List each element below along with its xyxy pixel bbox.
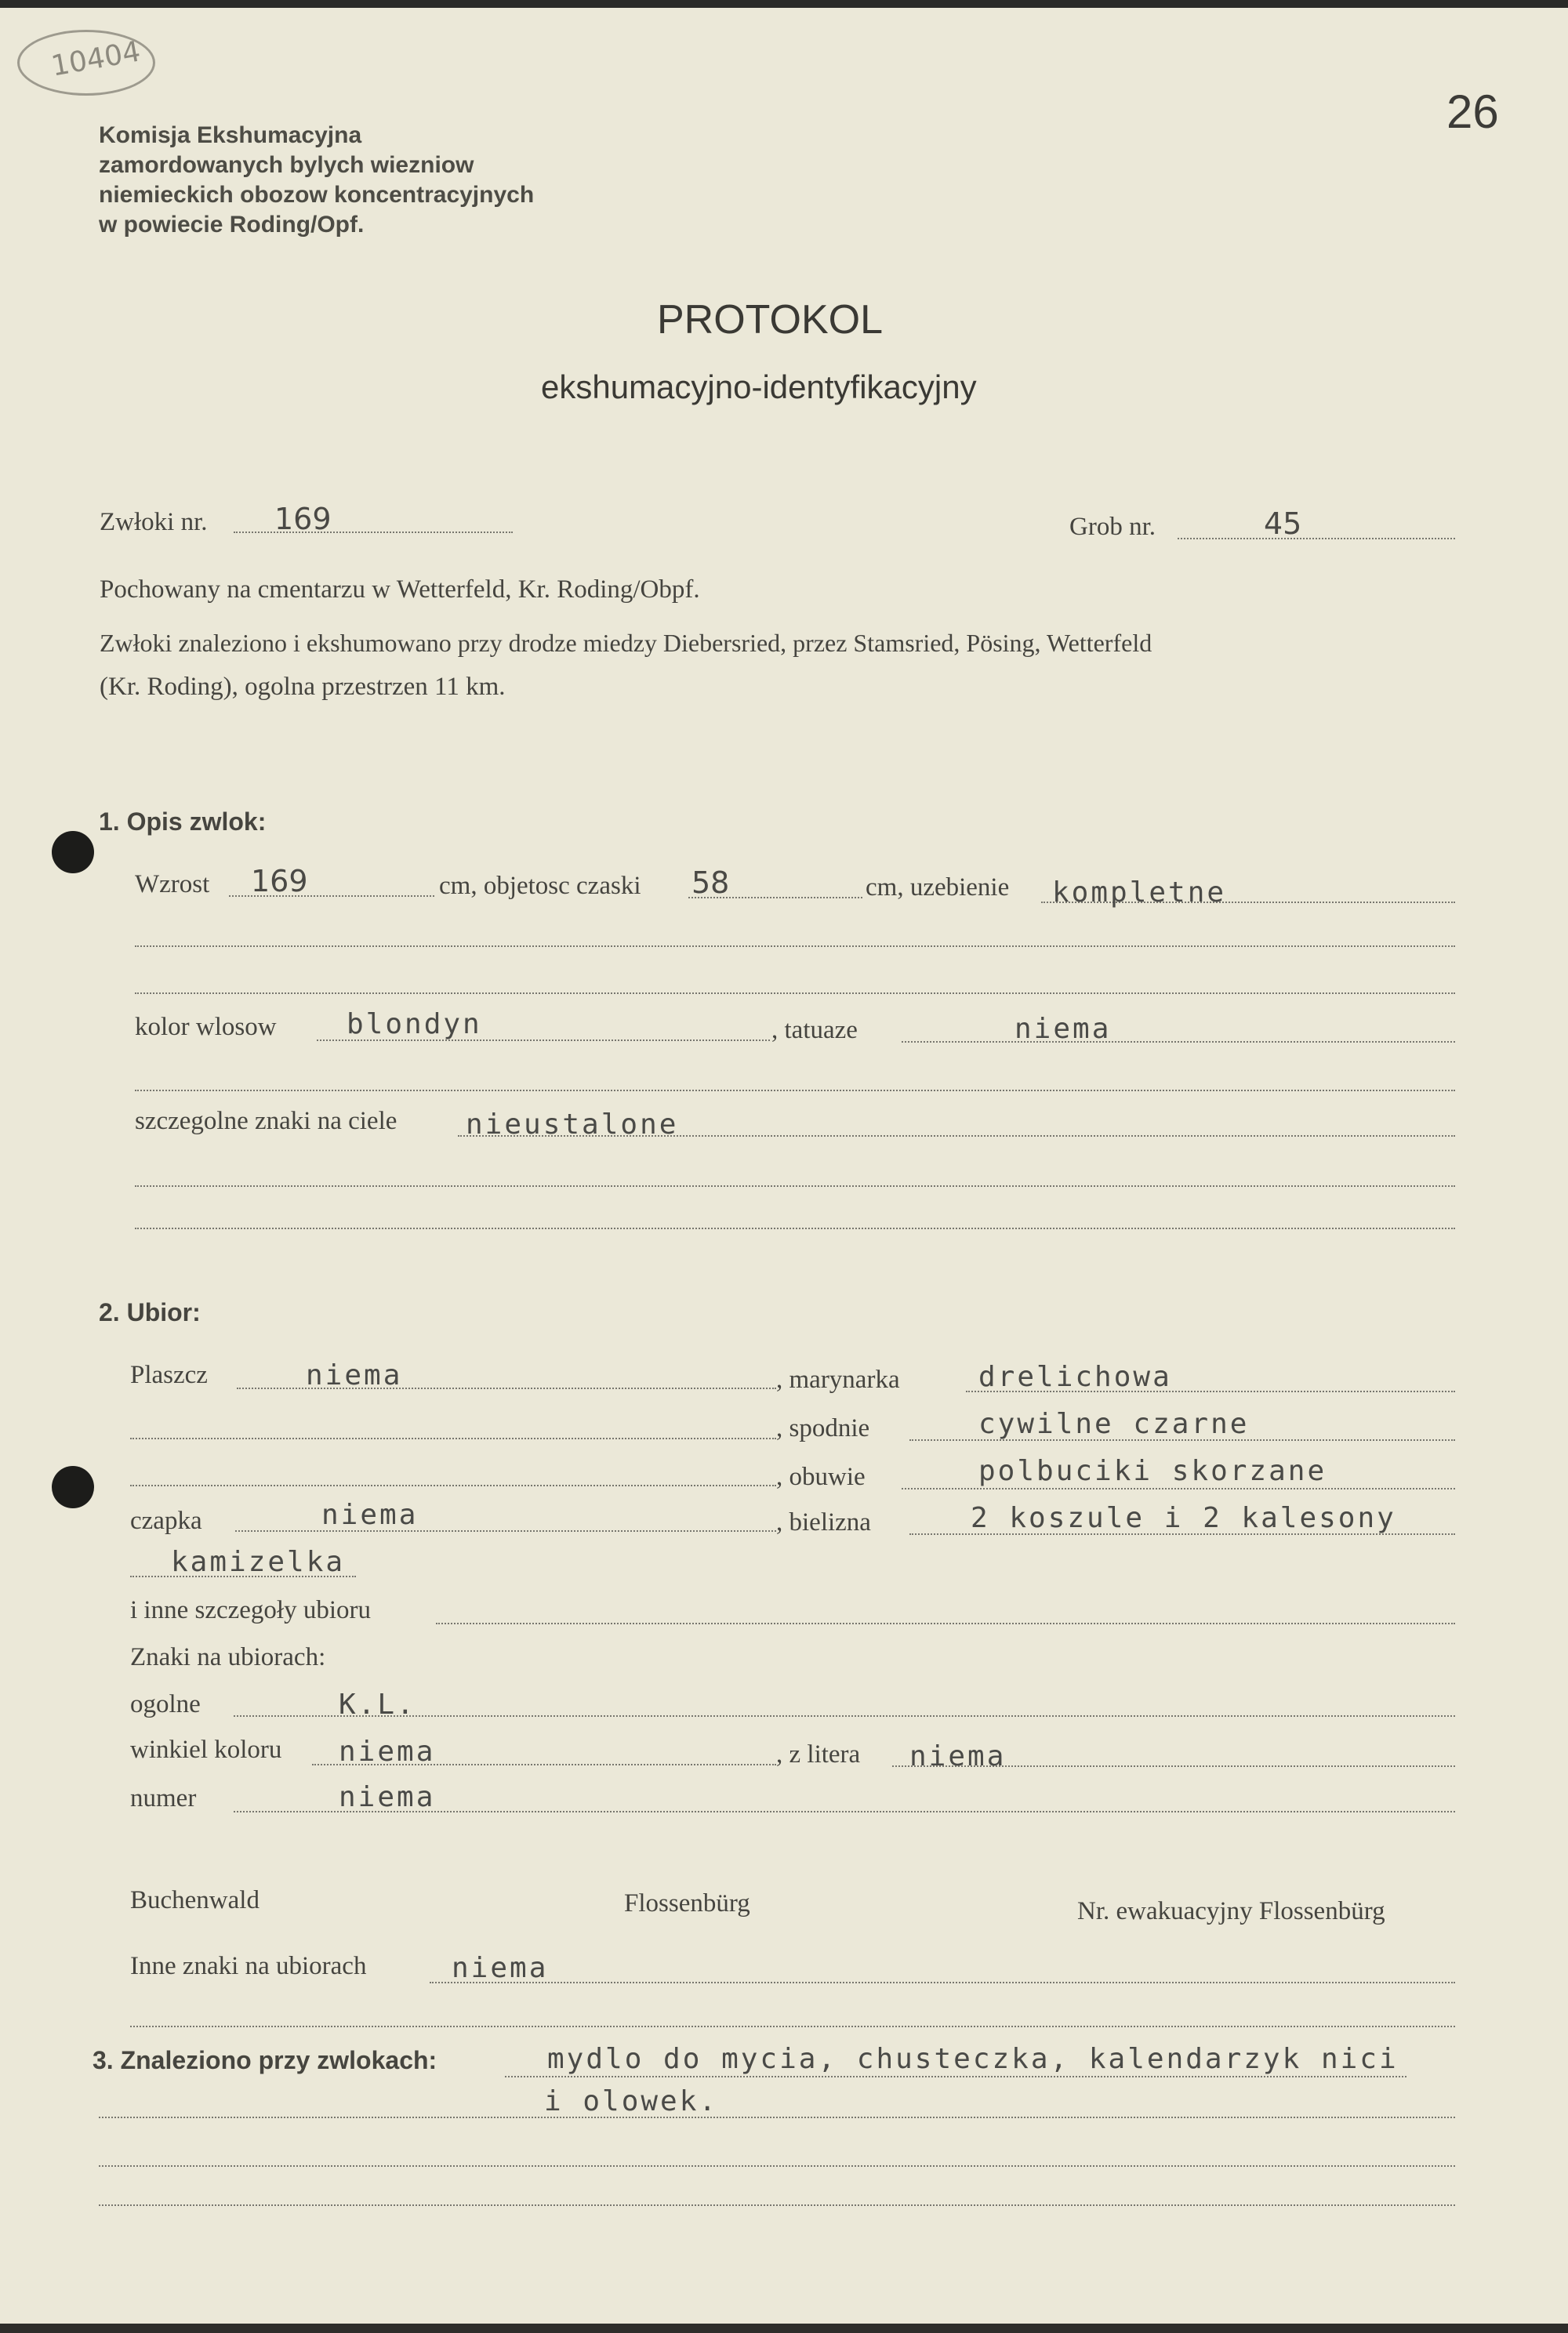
header-line-4: w powiecie Roding/Opf. <box>99 212 365 238</box>
number-label: numer <box>130 1784 197 1812</box>
header-line-2: zamordowanych bylych wiezniow <box>99 152 474 178</box>
cap-label: czapka <box>130 1507 202 1535</box>
marks-label: szczegolne znaki na ciele <box>135 1107 397 1135</box>
shoes-label: , obuwie <box>776 1463 866 1491</box>
document-subtitle: ekshumacyjno-identyfikacyjny <box>541 368 977 405</box>
coat-label: Plaszcz <box>130 1361 208 1389</box>
found-items-line-2 <box>99 2117 1455 2118</box>
hair-value: blondyn <box>347 1008 482 1040</box>
marks-value: nieustalone <box>466 1108 679 1141</box>
hair-label: kolor wlosow <box>135 1013 277 1041</box>
grave-nr-line <box>1178 538 1455 539</box>
page-number: 26 <box>1446 85 1499 138</box>
tattoo-value: niema <box>1014 1013 1112 1045</box>
found-text-1: Zwłoki znaleziono i ekshumowano przy drodze miedzy Diebersried, przez Stamsried, Pösing, Wetterfeld <box>100 629 1152 657</box>
document-title: PROTOKOL <box>657 297 884 343</box>
section-2-heading: 2. Ubior: <box>99 1298 201 1326</box>
col-evacuation-nr: Nr. ewakuacyjny Flossenbürg <box>1077 1897 1385 1925</box>
trousers-value: cywilne czarne <box>978 1408 1250 1440</box>
tattoo-line <box>902 1041 1455 1043</box>
teeth-label: cm, uzebienie <box>866 873 1010 902</box>
blank-line-8 <box>99 2204 1455 2206</box>
body-nr-label: Zwłoki nr. <box>100 508 208 536</box>
jacket-label: , marynarka <box>776 1366 900 1394</box>
buried-text: Pochowany na cmentarzu w Wetterfeld, Kr. Roding/Obpf. <box>100 575 700 604</box>
blank-line-4 <box>135 1185 1455 1187</box>
height-value: 169 <box>251 864 308 898</box>
underwear-label: , bielizna <box>776 1508 871 1537</box>
shoes-left-line <box>130 1485 776 1486</box>
trousers-label: , spodnie <box>776 1414 870 1442</box>
tattoo-label: , tatuaze <box>771 1016 858 1044</box>
teeth-value: kompletne <box>1052 876 1227 909</box>
trousers-left-line <box>130 1438 776 1439</box>
skull-value: 58 <box>691 865 730 900</box>
found-items-value-1: mydlo do mycia, chusteczka, kalendarzyk nici <box>547 2043 1399 2075</box>
found-items-line-1 <box>505 2076 1406 2077</box>
other-marks-line <box>430 1982 1455 1983</box>
grave-nr-value: 45 <box>1264 506 1302 541</box>
color-label: winkiel koloru <box>130 1736 282 1764</box>
header-line-3: niemieckich obozow koncentracyjnych <box>99 182 535 208</box>
skull-label: cm, objetosc czaski <box>439 872 641 900</box>
jacket-value: drelichowa <box>978 1361 1172 1393</box>
scan-edge-top <box>0 0 1568 8</box>
color-value: niema <box>339 1736 436 1768</box>
number-value: niema <box>339 1781 436 1813</box>
section-1-heading: 1. Opis zwlok: <box>99 807 267 836</box>
col-flossenburg: Flossenbürg <box>624 1889 750 1918</box>
binder-hole-1 <box>52 831 94 873</box>
blank-line-6 <box>130 2026 1455 2027</box>
blank-line-1 <box>135 945 1455 947</box>
col-buchenwald: Buchenwald <box>130 1886 260 1914</box>
blank-line-3 <box>135 1090 1455 1091</box>
header-line-1: Komisja Ekshumacyjna <box>99 122 362 148</box>
general-label: ogolne <box>130 1690 201 1718</box>
scan-edge-bottom <box>0 2324 1568 2333</box>
clothing-marks-heading: Znaki na ubiorach: <box>130 1643 326 1671</box>
shoes-value: polbuciki skorzane <box>978 1455 1327 1487</box>
underwear-value: 2 koszule i 2 kalesony <box>971 1502 1396 1534</box>
binder-hole-2 <box>52 1466 94 1508</box>
cap-value: niema <box>321 1499 419 1531</box>
blank-line-2 <box>135 992 1455 994</box>
general-value: K.L. <box>339 1689 416 1721</box>
section-3-heading: 3. Znaleziono przy zwlokach: <box>93 2046 437 2074</box>
vest-value: kamizelka <box>171 1546 346 1578</box>
other-details-label: i inne szczegoły ubioru <box>130 1596 371 1624</box>
letter-label: , z litera <box>776 1740 861 1769</box>
commission-header <box>99 121 534 240</box>
letter-value: niema <box>909 1740 1007 1772</box>
height-label: Wzrost <box>135 870 210 898</box>
cap-line <box>235 1530 776 1532</box>
other-marks-value: niema <box>452 1952 549 1984</box>
found-items-value-2: i olowek. <box>544 2085 719 2117</box>
grave-nr-label: Grob nr. <box>1069 513 1156 541</box>
coat-value: niema <box>306 1359 403 1391</box>
blank-line-5 <box>135 1228 1455 1229</box>
body-nr-value: 169 <box>274 502 332 536</box>
blank-line-7 <box>99 2165 1455 2167</box>
found-text-2: (Kr. Roding), ogolna przestrzen 11 km. <box>100 673 506 701</box>
archive-stamp: 10404 <box>17 30 155 96</box>
other-details-line <box>436 1623 1455 1624</box>
shoes-line <box>902 1488 1455 1489</box>
general-line <box>234 1715 1455 1717</box>
other-marks-label: Inne znaki na ubiorach <box>130 1952 367 1980</box>
